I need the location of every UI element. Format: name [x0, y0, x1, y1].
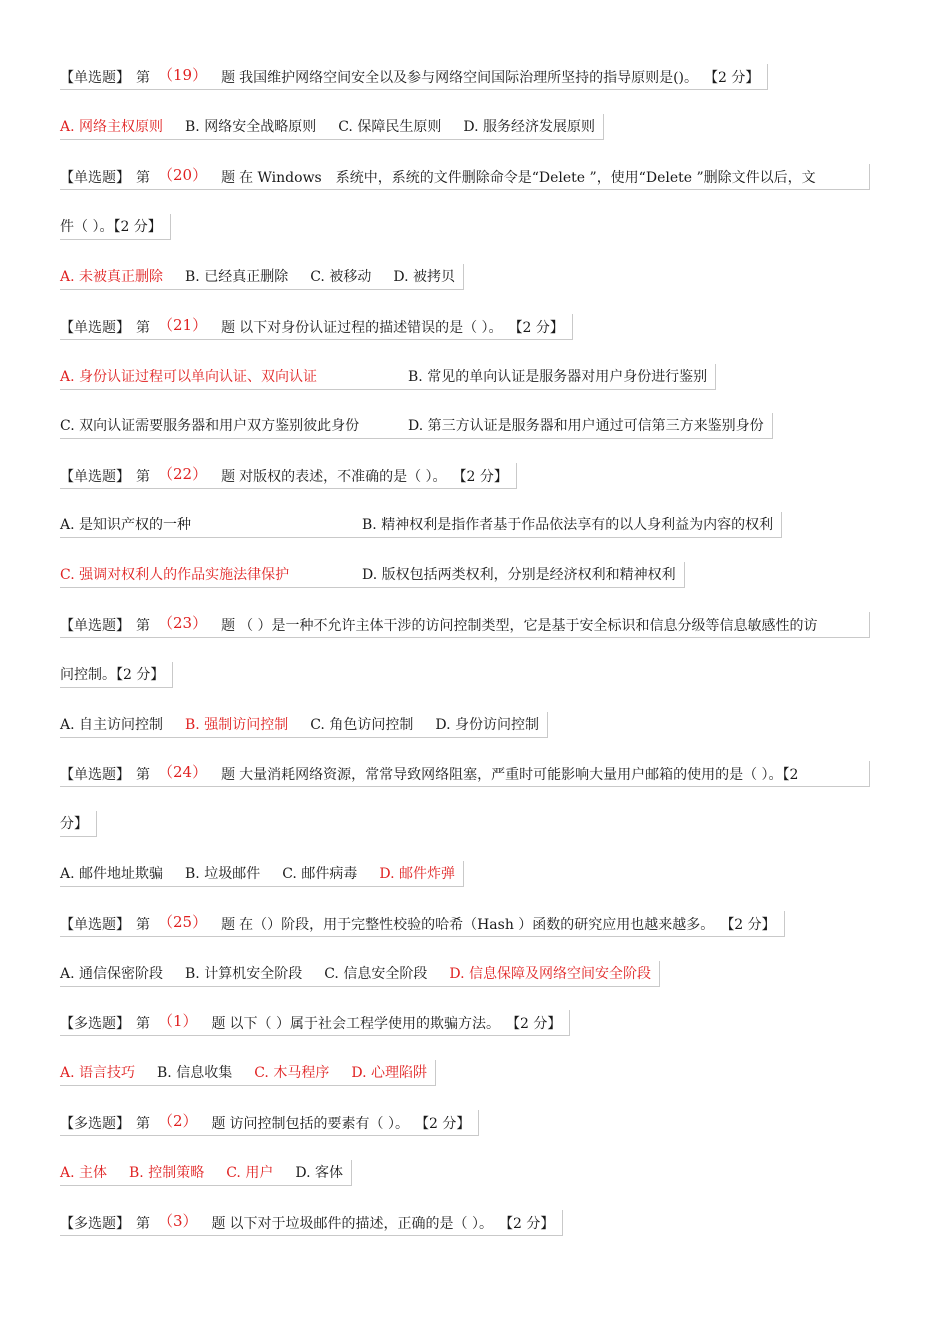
answer-option[interactable]: D. 被拷贝 [393, 269, 455, 285]
answer-option[interactable]: D. 服务经济发展原则 [463, 119, 595, 135]
question-suffix: 题 [221, 618, 236, 634]
answer-option[interactable]: A. 自主访问控制 [60, 717, 164, 733]
question-text-continued [60, 662, 173, 688]
answer-option[interactable]: C. 邮件病毒 [282, 866, 358, 882]
option-row [60, 413, 773, 439]
question-continuation: 问控制。【2 分】 [60, 667, 165, 683]
question-text: 在（）阶段，用于完整性校验的哈希（Hash ）函数的研究应用也越来越多。 [239, 917, 715, 933]
question-suffix: 题 [221, 70, 236, 86]
question-prefix: 第 [136, 469, 150, 485]
question-header [60, 164, 870, 190]
answer-option[interactable]: B. 计算机安全阶段 [185, 966, 303, 982]
question-suffix: 题 [221, 170, 236, 186]
answer-option[interactable]: C. 被移动 [310, 269, 372, 285]
question-prefix: 第 [136, 1116, 150, 1132]
question-number: （24） [158, 763, 208, 781]
question-header [60, 1210, 563, 1236]
answer-option[interactable]: D. 身份访问控制 [435, 717, 539, 733]
question-header [60, 64, 768, 90]
question-text: 访问控制包括的要素有（ ）。 [229, 1116, 409, 1132]
question-number: （20） [158, 166, 208, 184]
question-header [60, 314, 573, 340]
question-text: 以下（ ）属于社会工程学使用的欺骗方法。 [229, 1016, 500, 1032]
question-text: 以下对于垃圾邮件的描述，正确的是（ ）。 [229, 1216, 493, 1232]
question-suffix: 题 [221, 469, 236, 485]
option-row [60, 562, 685, 588]
answer-option[interactable]: B. 垃圾邮件 [185, 866, 261, 882]
question-suffix: 题 [221, 767, 236, 783]
answer-option[interactable]: A. 身份认证过程可以单向认证、双向认证 [60, 369, 318, 385]
answer-option[interactable]: D. 邮件炸弹 [379, 866, 455, 882]
answer-option[interactable]: A. 是知识产权的一种 [60, 517, 192, 533]
answer-option[interactable]: B. 网络安全战略原则 [185, 119, 317, 135]
answer-option[interactable]: A. 主体 [60, 1165, 108, 1181]
answer-option[interactable]: C. 保障民生原则 [338, 119, 442, 135]
option-row [60, 114, 604, 140]
answer-option[interactable]: A. 通信保密阶段 [60, 966, 164, 982]
question-prefix: 第 [136, 767, 150, 783]
option-row [60, 512, 782, 538]
question-type: 【单选题】 [60, 320, 130, 336]
option-row [60, 264, 464, 290]
answer-option[interactable]: C. 双向认证需要服务器和用户双方鉴别彼此身份 [60, 418, 360, 434]
question-header [60, 463, 517, 489]
answer-option[interactable]: B. 精神权利是指作者基于作品依法享有的以人身利益为内容的权利 [362, 517, 774, 533]
question-number: （22） [158, 465, 208, 483]
question-score: 【2 分】 [452, 469, 508, 485]
question-number: （19） [158, 66, 208, 84]
answer-option[interactable]: A. 邮件地址欺骗 [60, 866, 164, 882]
answer-option[interactable]: C. 强调对权利人的作品实施法律保护 [60, 567, 290, 583]
question-type: 【单选题】 [60, 917, 130, 933]
option-row [60, 961, 660, 987]
question-score: 【2 分】 [508, 320, 564, 336]
question-text-continued [60, 811, 97, 837]
answer-option[interactable]: A. 未被真正删除 [60, 269, 164, 285]
answer-option[interactable]: C. 用户 [226, 1165, 274, 1181]
question-text-continued [60, 214, 171, 240]
question-type: 【多选题】 [60, 1016, 130, 1032]
answer-option[interactable]: B. 信息收集 [157, 1065, 233, 1081]
question-header [60, 612, 870, 638]
answer-option[interactable]: C. 角色访问控制 [310, 717, 414, 733]
question-score: 【2 分】 [506, 1016, 562, 1032]
question-text: 以下对身份认证过程的描述错误的是（ ）。 [239, 320, 503, 336]
answer-option[interactable]: D. 第三方认证是服务器和用户通过可信第三方来鉴别身份 [408, 418, 764, 434]
answer-option[interactable]: B. 强制访问控制 [185, 717, 289, 733]
question-continuation: 件（ ）。【2 分】 [60, 219, 162, 235]
answer-option[interactable]: C. 木马程序 [254, 1065, 330, 1081]
question-type: 【单选题】 [60, 618, 130, 634]
question-text: （ ）是一种不允许主体干涉的访问控制类型，它是基于安全标识和信息分级等信息敏感性的访 [239, 618, 818, 634]
answer-option[interactable]: A. 网络主权原则 [60, 119, 164, 135]
question-number: （3） [158, 1212, 198, 1230]
answer-option[interactable]: D. 客体 [295, 1165, 343, 1181]
question-prefix: 第 [136, 170, 150, 186]
answer-option[interactable]: D. 版权包括两类权利，分别是经济权利和精神权利 [362, 567, 676, 583]
question-prefix: 第 [136, 618, 150, 634]
question-type: 【单选题】 [60, 170, 130, 186]
answer-option[interactable]: B. 常见的单向认证是服务器对用户身份进行鉴别 [408, 369, 708, 385]
question-prefix: 第 [136, 70, 150, 86]
question-text: 对版权的表述，不准确的是（ ）。 [239, 469, 447, 485]
question-number: （1） [158, 1012, 198, 1030]
question-number: （21） [158, 316, 208, 334]
question-header [60, 911, 785, 937]
option-row [60, 861, 464, 887]
question-text: 大量消耗网络资源，常常导致网络阻塞，严重时可能影响大量用户邮箱的使用的是（ ）。【2 [239, 767, 799, 783]
question-type: 【单选题】 [60, 469, 130, 485]
question-prefix: 第 [136, 320, 150, 336]
question-header [60, 1010, 570, 1036]
question-continuation: 分】 [60, 816, 88, 832]
question-score: 【2 分】 [720, 917, 776, 933]
question-suffix: 题 [211, 1116, 226, 1132]
question-score: 【2 分】 [704, 70, 760, 86]
answer-option[interactable]: B. 已经真正删除 [185, 269, 289, 285]
question-suffix: 题 [221, 320, 236, 336]
option-row [60, 1160, 352, 1186]
option-row [60, 712, 548, 738]
question-suffix: 题 [221, 917, 236, 933]
option-row [60, 364, 716, 390]
question-number: （2） [158, 1112, 198, 1130]
question-type: 【单选题】 [60, 70, 130, 86]
answer-option[interactable]: C. 信息安全阶段 [324, 966, 428, 982]
answer-option[interactable]: B. 控制策略 [129, 1165, 205, 1181]
question-text: 在 Windows 系统中，系统的文件删除命令是“Delete ”，使用“Delete ”删除文件以后，文 [239, 170, 816, 186]
question-type: 【单选题】 [60, 767, 130, 783]
question-number: （23） [158, 614, 208, 632]
answer-option[interactable]: D. 心理陷阱 [351, 1065, 427, 1081]
question-header [60, 761, 870, 787]
question-score: 【2 分】 [415, 1116, 471, 1132]
question-text: 我国维护网络空间安全以及参与网络空间国际治理所坚持的指导原则是()。 [239, 70, 699, 86]
question-suffix: 题 [211, 1016, 226, 1032]
question-type: 【多选题】 [60, 1116, 130, 1132]
question-suffix: 题 [211, 1216, 226, 1232]
question-prefix: 第 [136, 1016, 150, 1032]
answer-option[interactable]: D. 信息保障及网络空间安全阶段 [449, 966, 651, 982]
question-number: （25） [158, 913, 208, 931]
option-row [60, 1060, 436, 1086]
question-prefix: 第 [136, 1216, 150, 1232]
question-type: 【多选题】 [60, 1216, 130, 1232]
question-header [60, 1110, 479, 1136]
answer-option[interactable]: A. 语言技巧 [60, 1065, 136, 1081]
question-score: 【2 分】 [499, 1216, 555, 1232]
question-prefix: 第 [136, 917, 150, 933]
